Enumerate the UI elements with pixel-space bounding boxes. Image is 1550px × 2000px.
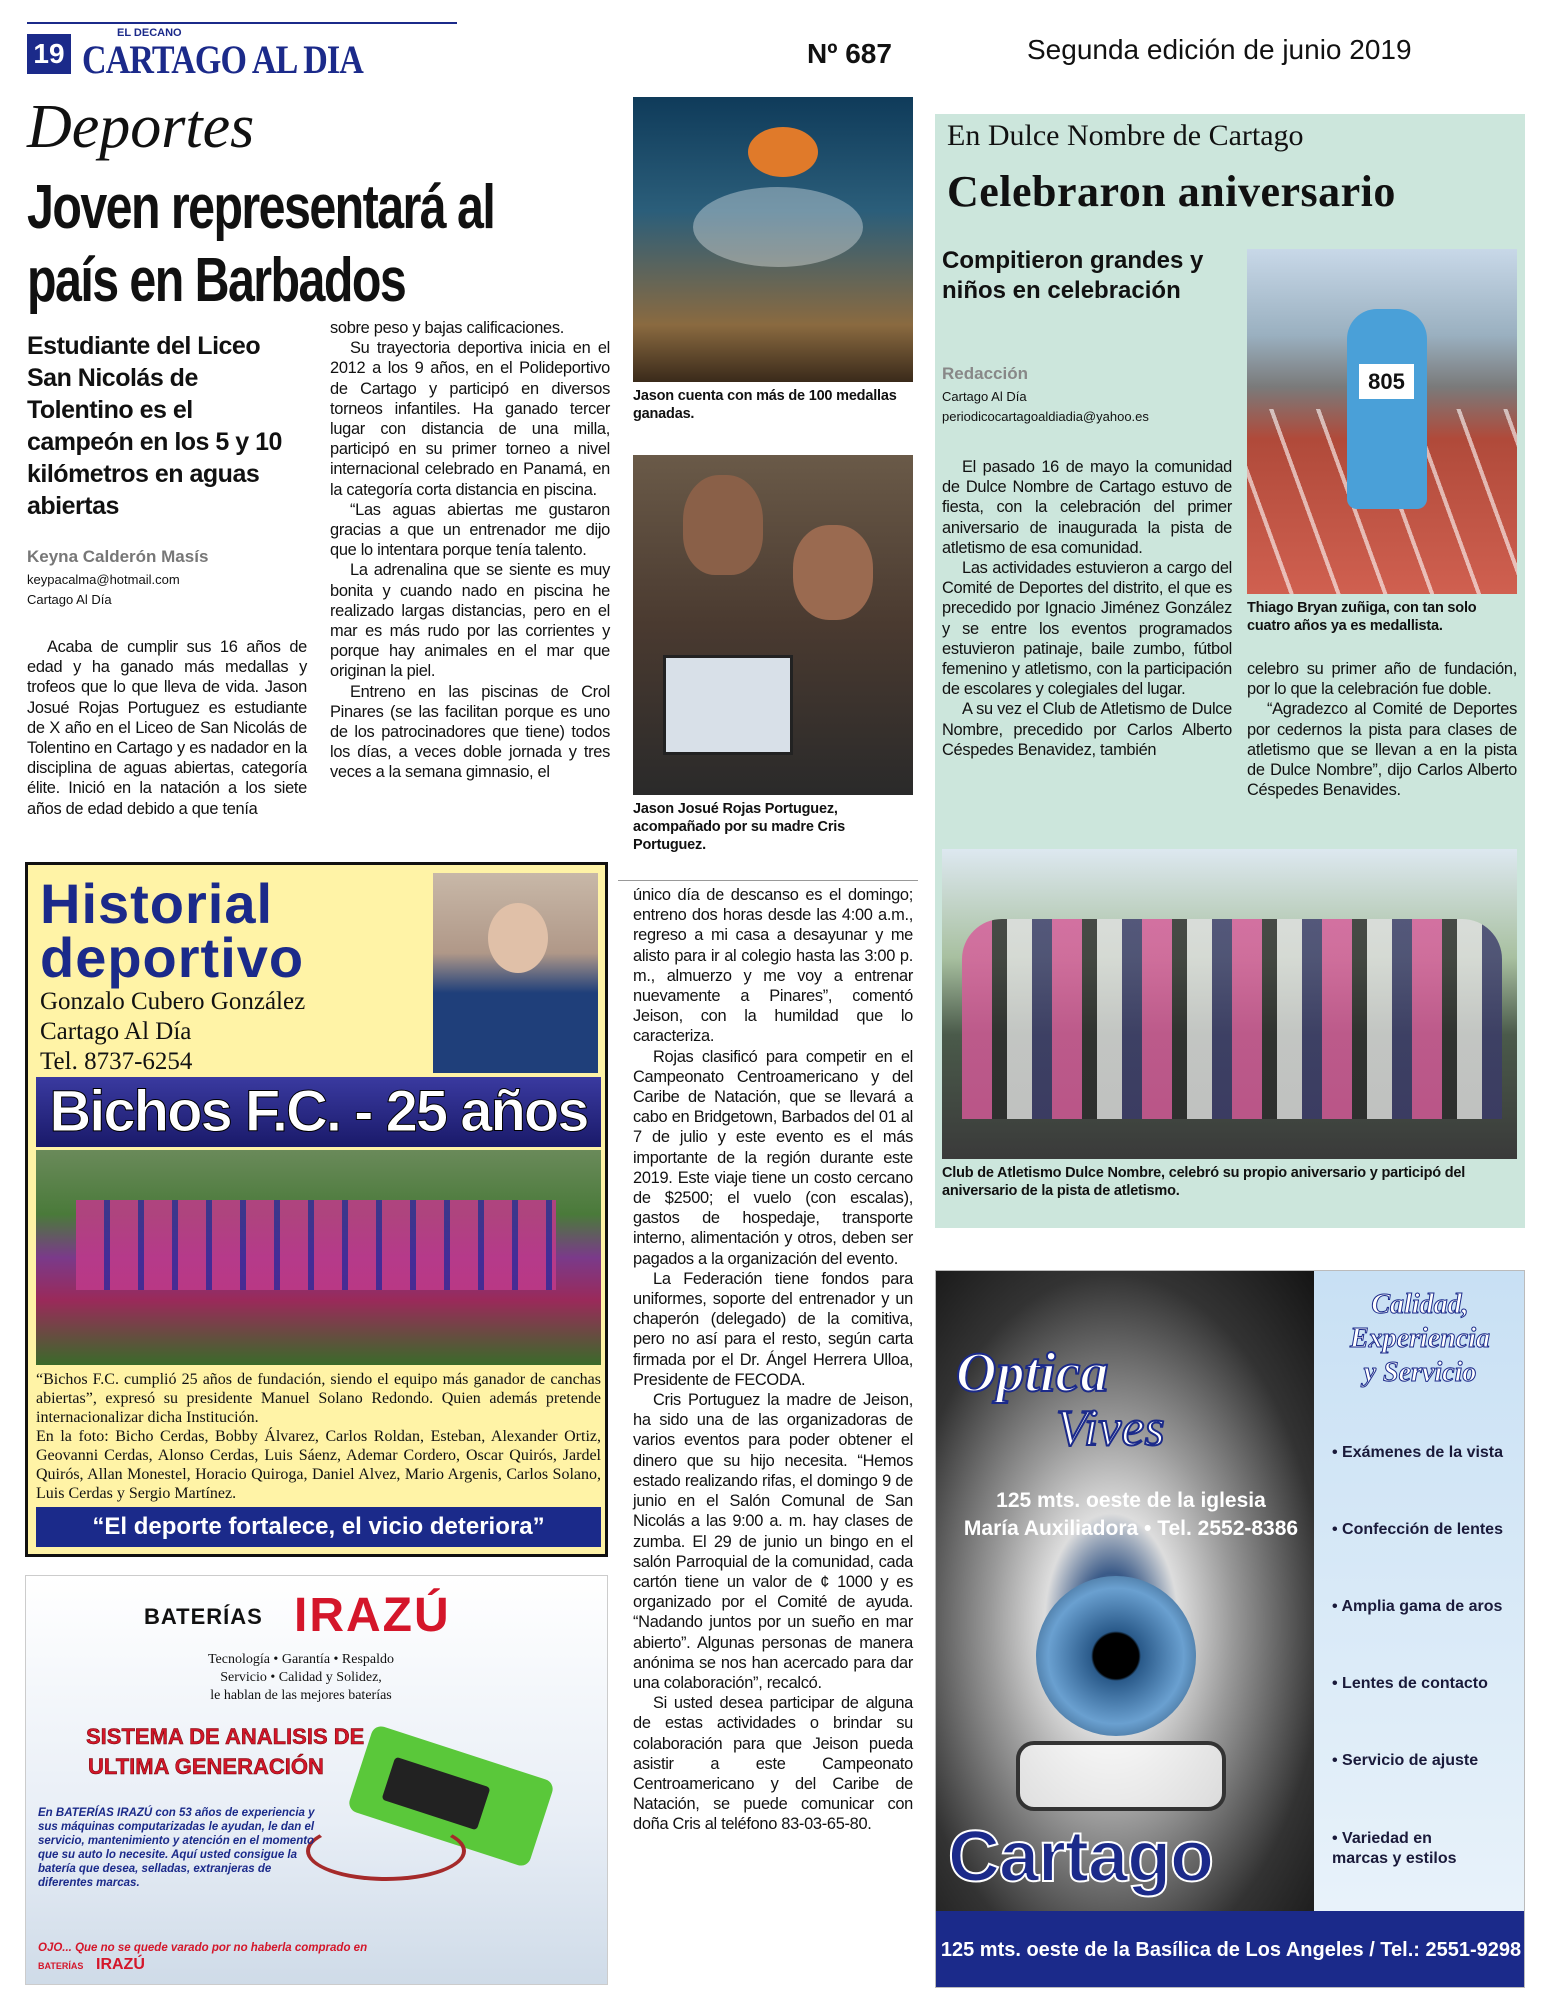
eyechart-glasses	[1016, 1741, 1226, 1811]
battery-analyzer-image	[306, 1741, 576, 1891]
dulce-subhead: Compitieron grandes y niños en celebración	[942, 247, 1204, 304]
dulce-email: periodicocartagoaldiadia@yahoo.es	[942, 409, 1149, 424]
section-label: Deportes	[27, 93, 255, 161]
column-rule	[618, 880, 918, 881]
swim-cap-shape	[748, 127, 818, 177]
person-shape	[793, 525, 873, 620]
irazu-brand-small: BATERÍAS	[144, 1604, 263, 1629]
paragraph: La Federación tiene fondos para uniformes, soporte del entrenador y un chaperón (delegado) de la comitiva, pero no así para el resto, según carta firmada por el Dr. Ángel Herrera Ulloa, Presidente de FECODA.	[633, 1269, 913, 1389]
optica-address-2: María Auxiliadora • Tel. 2552-8386	[963, 1517, 1299, 1540]
paragraph: celebro su primer año de fundación, por lo que la celebración fue doble.	[1247, 660, 1517, 699]
historial-phone: Tel. 8737-6254	[40, 1048, 193, 1075]
irazu-headline-2: ULTIMA GENERACIÓN	[88, 1754, 324, 1779]
byline-outlet: Cartago Al Día	[27, 592, 112, 607]
logo-kicker: EL DECANO	[117, 27, 182, 39]
group-people	[962, 919, 1502, 1119]
paragraph: sobre peso y bajas calificaciones.	[330, 319, 564, 337]
dulce-column-1	[942, 457, 1232, 760]
paragraph: Acaba de cumplir sus 16 años de edad y ha ganado más medallas y trofeos que lo que lleva de vida. Jason Josué Rojas Portuguez es estudiante de X año en el Liceo de San Nicolás de Tolentino en Cartago y es nadador en la disciplina de aguas abiertas, categoría élite. Inició en la natación a los siete años de edad debido a que tenía	[27, 638, 307, 818]
page-header	[27, 22, 1527, 82]
paragraph: Si usted desea participar de alguna de estas actividades o brindar su colaboración para que Jeison pueda asistir a este Campeonato Centroamericano y del Caribe de Natación, se puede comunicar con doña Cris al teléfono 83-03-65-80.	[633, 1694, 913, 1834]
optica-tagline-2: Experiencia	[1350, 1323, 1490, 1354]
article-column-1	[27, 637, 307, 819]
paragraph: Cris Portuguez la madre de Jeison, ha sido una de las organizadoras de varios eventos para poder obtener el dinero que su hijo necesita. “Hemos estado realizando rifas, el domingo 9 de junio en el Salón Comunal de San Nicolás a las 9:00 a. m. hay clases de zumba. El 29 de junio un bingo en el salón Parroquial de la comunidad, cada cartón tiene un valor de ¢ 1000 y es organizado por el Comité de ayuda. “Nadando juntos por un sueño en mar abierto”. Algunas personas de manera anónima se nos han acercado para dar una colaboración”, recalcó.	[633, 1391, 913, 1692]
service-label: Amplia gama de aros	[1341, 1598, 1503, 1615]
paragraph: La adrenalina que se siente es muy bonita y cuando nado en piscina he realizado largas distancias, pero en el mar es más rudo por las corrientes y porque hay animales en el mar que originan la piel.	[330, 561, 610, 681]
irazu-brand: IRAZÚ	[294, 1589, 451, 1642]
service-item: • Exámenes de la vista	[1332, 1444, 1504, 1461]
masthead-logo: CARTAGO AL DIA	[82, 37, 363, 82]
optica-tagline-1: Calidad,	[1371, 1289, 1469, 1320]
service-item: • Variedad en marcas y estilos	[1332, 1830, 1457, 1867]
child-runner-photo	[1247, 249, 1517, 594]
caption-paragraph: “Bichos F.C. cumplió 25 años de fundación, siendo el equipo más ganador de canchas abiertas”, expresó su presidente Manuel Solano Redondo. Quien además pretende internacionalizar dicha Institución.	[36, 1371, 601, 1426]
historial-title-2: deportivo	[40, 926, 305, 989]
tagline-line: Servicio • Calidad y Solidez,	[220, 1670, 382, 1685]
historial-slogan: “El deporte fortalece, el vicio deteriora”	[36, 1507, 601, 1547]
optica-footer: 125 mts. oeste de la Basílica de Los Angeles / Tel.: 2551-9298	[936, 1911, 1525, 1988]
service-item: • Lentes de contacto	[1332, 1675, 1488, 1692]
certificate-shape	[663, 655, 793, 755]
dulce-outlet: Cartago Al Día	[942, 389, 1027, 404]
group-caption: Club de Atletismo Dulce Nombre, celebró su propio aniversario y participó del aniversario de la pista de atletismo.	[942, 1165, 1466, 1199]
service-item: • Amplia gama de aros	[1332, 1598, 1503, 1615]
irazu-warning: OJO... Que no se quede varado por no haberla comprado en	[38, 1942, 368, 1954]
optica-city: Cartago	[948, 1817, 1214, 1897]
dulce-kicker: En Dulce Nombre de Cartago	[947, 119, 1304, 152]
historial-outlet: Cartago Al Día	[40, 1018, 192, 1045]
byline-email: keypacalma@hotmail.com	[27, 572, 180, 587]
irazu-ad	[25, 1575, 608, 1985]
optica-tagline-panel	[1314, 1271, 1525, 1911]
head-shape	[488, 903, 548, 973]
race-bib: 805	[1359, 364, 1414, 399]
service-label: Exámenes de la vista	[1342, 1444, 1504, 1461]
optica-brand-2: Vives	[1056, 1400, 1165, 1457]
service-label: Variedad en marcas y estilos	[1332, 1830, 1457, 1867]
paragraph: Rojas clasificó para competir en el Campeonato Centroamericano y del Caribe de Natación, que se llevará a cabo en Bridgetown, Barbados del 01 al 7 de julio y este evento es el más importante de la región durante este 2019. Este viaje tiene un costo cercano de $2500; el vuelo (con escalas), gastos de hospedaje, transporte interno, alimentación y otros, deben ser pagados a la organización del evento.	[633, 1047, 913, 1268]
service-item: • Confección de lentes	[1332, 1521, 1503, 1538]
dulce-author: Redacción	[942, 364, 1028, 383]
iris-shape	[1036, 1576, 1196, 1736]
optica-tagline-3: y Servicio	[1363, 1357, 1477, 1388]
irazu-footer-brand: IRAZÚ	[96, 1956, 145, 1973]
dulce-column-2	[1247, 659, 1517, 800]
tagline-line: Tecnología • Garantía • Respaldo	[207, 1652, 395, 1667]
irazu-headline-1: SISTEMA DE ANALISIS DE	[86, 1724, 365, 1749]
paragraph: único día de descanso es el domingo; entreno dos horas desde las 4:00 a.m., regreso a mi casa a desayunar y me alisto para ir al colegio hasta las 3:00 p. m., almuerzo y me voy a entrenar nuevamente a Pinares”, comentó Jeison, con la humildad que lo caracteriza.	[633, 886, 913, 1046]
columnist-photo	[433, 873, 598, 1073]
historial-title-1: Historial	[40, 872, 274, 935]
headline-line-2: país en Barbados	[27, 246, 406, 315]
swimmer-caption: Jason cuenta con más de 100 medallas ganadas.	[633, 388, 897, 422]
article-subhead: Estudiante del Liceo San Nicolás de Tolentino es el campeón en los 5 y 10 kilómetros en aguas abiertas	[27, 332, 282, 520]
irazu-tagline	[176, 1651, 426, 1705]
irazu-body: En BATERÍAS IRAZÚ con 53 años de experiencia y sus máquinas computarizadas le ayudan, le dan el servicio, mantenimiento y atención en el momento que su auto lo necesite. Aquí usted consigue la batería que desea, selladas, extranjeras de diferentes marcas.	[38, 1807, 315, 1889]
service-label: Confección de lentes	[1342, 1521, 1503, 1538]
article-column-2	[330, 318, 610, 783]
irazu-footer-small: BATERÍAS	[38, 1961, 84, 1971]
paragraph: El pasado 16 de mayo la comunidad de Dulce Nombre de Cartago estuvo de fiesta, con la celebración del primer aniversario de inaugurada la pista de atletismo de esa comunidad.	[942, 458, 1232, 557]
family-caption: Jason Josué Rojas Portuguez, acompañado por su madre Cris Portuguez.	[633, 801, 845, 853]
byline-author: Keyna Calderón Masís	[27, 547, 209, 566]
optica-brand-1: Optica	[956, 1342, 1109, 1404]
paragraph: A su vez el Club de Atletismo de Dulce Nombre, precedido por Carlos Alberto Céspedes Benavidez, también	[942, 700, 1232, 759]
dulce-headline: Celebraron aniversario	[947, 167, 1396, 216]
cable-shape	[306, 1821, 466, 1881]
group-photo	[942, 849, 1517, 1159]
historial-name: Gonzalo Cubero González	[40, 988, 306, 1015]
caption-paragraph: En la foto: Bicho Cerdas, Bobby Álvarez, Carlos Roldan, Esteban, Alexander Ortiz, Geovanni Cerdas, Alonso Cerdas, Luis Sáenz, Ademar Cordero, Oscar Quirós, Jardel Quirós, Allan Monestel, Horacio Quiroga, Daniel Alvez, Mario Argenis, Carlos Solano, Luis Cerdas y Sergio Martínez.	[36, 1428, 601, 1502]
paragraph: “Agradezco al Comité de Deportes por cedernos la pista para clases de atletismo que se llevan a en la pista de Dulce Nombre”, dijo Carlos Alberto Céspedes Benavides.	[1247, 700, 1517, 800]
page-number: 19	[27, 34, 71, 74]
headline-line-1: Joven representará al	[27, 173, 495, 242]
service-label: Lentes de contacto	[1342, 1675, 1488, 1692]
splash-shape	[693, 187, 863, 267]
paragraph: Entreno en las piscinas de Crol Pinares (se las facilitan porque es uno de los patrocinadores que tiene) todos los días, a veces doble jornada y tres veces a la semana gimnasio, el	[330, 682, 610, 782]
swimmer-photo	[633, 97, 913, 382]
optica-ad	[935, 1270, 1525, 1988]
players-row	[76, 1200, 556, 1290]
paragraph: Su trayectoria deportiva inicia en el 2012 a los 9 años, en el Polideportivo de Cartago y participó en diversos torneos infantiles. Ha ganado tercer lugar con distancia de una milla, participó en su primer torneo a nivel internacional celebrado en Panamá, en la categoría corta distancia en piscina.	[330, 339, 610, 499]
dulce-nombre-box	[935, 114, 1525, 1228]
person-shape	[683, 475, 763, 575]
tagline-line: le hablan de las mejores baterías	[210, 1688, 392, 1703]
article-column-3	[633, 885, 913, 1835]
paragraph: Las actividades estuvieron a cargo del Comité de Deportes del distrito, el que es precedido por Ignacio Jiménez González y se entre los eventos programados estuvieron patinaje, baile zumbo, fútbol femenino y atletismo, con la participación de escolares y colegiales del lugar.	[942, 559, 1232, 699]
header-rule	[27, 22, 457, 24]
issue-number: Nº 687	[807, 38, 892, 69]
edition-date: Segunda edición de junio 2019	[1027, 34, 1412, 65]
child-caption: Thiago Bryan zuñiga, con tan solo cuatro años ya es medallista.	[1247, 600, 1477, 634]
paragraph: “Las aguas abiertas me gustaron gracias a que un entrenador me dijo que lo intentara porque tenía talento.	[330, 500, 610, 560]
team-photo	[36, 1150, 601, 1365]
bichos-banner: Bichos F.C. - 25 años	[36, 1077, 601, 1147]
family-photo	[633, 455, 913, 795]
historial-caption	[36, 1370, 601, 1503]
historial-box	[25, 862, 608, 1557]
service-item: • Servicio de ajuste	[1332, 1752, 1479, 1769]
service-label: Servicio de ajuste	[1342, 1752, 1479, 1769]
child-shape	[1347, 309, 1427, 509]
optica-address-1: 125 mts. oeste de la iglesia	[996, 1489, 1266, 1512]
